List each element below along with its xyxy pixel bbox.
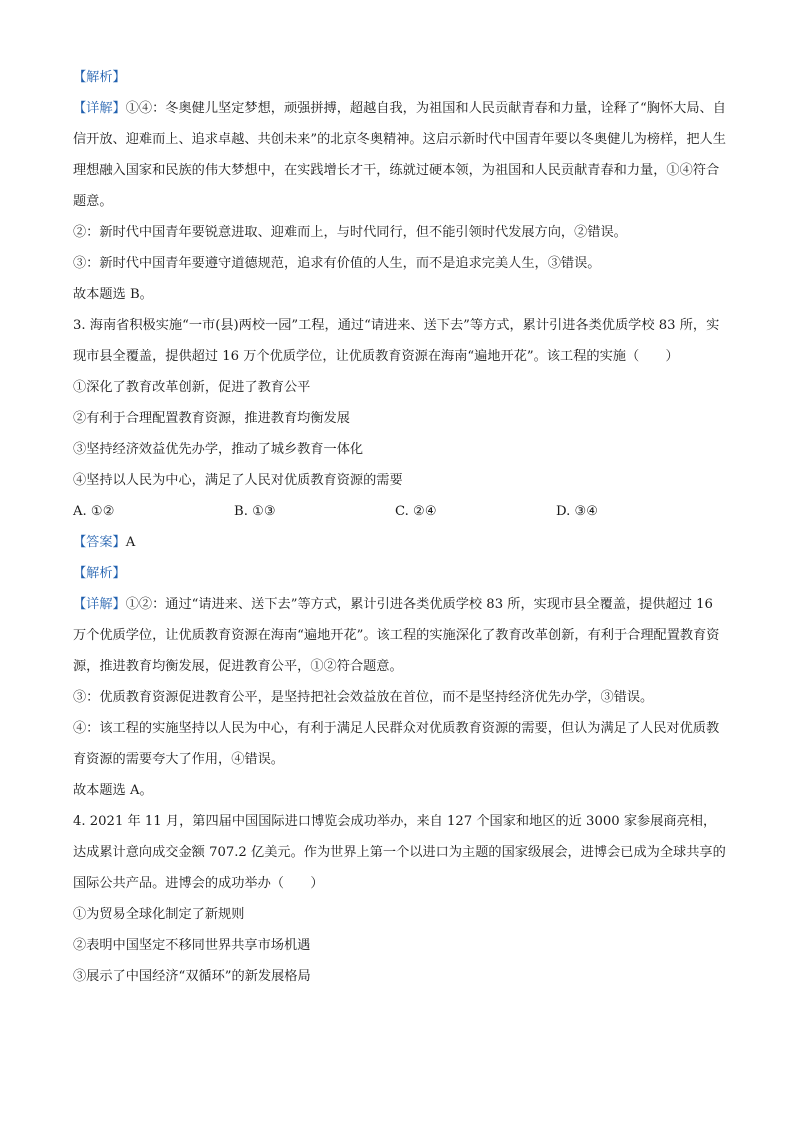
q3-option-d: D. ③④ — [556, 504, 599, 519]
q3-options — [73, 496, 729, 527]
q4-item-3: ③展示了中国经济“双循环”的新发展格局 — [73, 969, 311, 984]
analysis-tag: 【解析】 — [73, 566, 126, 581]
q3-item-4: ④坚持以人民为中心，满足了人民对优质教育资源的需要 — [73, 473, 403, 488]
q3-detail-line-2: ③：优质教育资源促进教育公平，是坚持把社会效益放在首位，而不是坚持经济优先办学，③错误。 — [73, 690, 654, 705]
q3-option-a: A. ①② — [73, 504, 115, 519]
q3-detail-paragraph — [73, 589, 729, 682]
q3-answer-line — [73, 527, 729, 558]
q3-option-b: B. ①③ — [234, 504, 276, 519]
q2-conclusion: 故本题选 B。 — [73, 287, 153, 302]
q2-detail-line-2: ②：新时代中国青年要锐意进取、迎难而上，与时代同行，但不能引领时代发展方向，②错误。 — [73, 225, 627, 240]
q3-option-c: C. ②④ — [395, 504, 437, 519]
answer-tag: 【答案】 — [73, 535, 126, 550]
detail-tag: 【详解】 — [73, 597, 126, 612]
document-content — [73, 62, 729, 992]
q2-detail-text-1: ①④：冬奥健儿坚定梦想，顽强拼搏，超越自我，为祖国和人民贡献青春和力量，诠释了“胸怀大局、自信开放、迎难而上、追求卓越、共创未来”的北京冬奥精神。这启示新时代中国青年要以冬奥健儿为榜样，把人生理想融入国家和民族的伟大梦想中，在实践增长才干，练就过硬本领，为祖国和人民贡献青春和力量，①④符合题意。 — [73, 101, 726, 209]
detail-tag: 【详解】 — [73, 101, 126, 116]
q2-analysis-tag-line — [73, 62, 729, 93]
analysis-tag: 【解析】 — [73, 70, 126, 85]
q4-item-2: ②表明中国坚定不移同世界共享市场机遇 — [73, 938, 311, 953]
q3-detail-text-1: ①②：通过“请进来、送下去”等方式，累计引进各类优质学校 83 所，实现市县全覆盖，提供超过 16 万个优质学位，让优质教育资源在海南“遍地开花”。该工程的实施深化了教育改革创新，有利于合理配置教育资源，推进教育均衡发展，促进教育公平，①②符合题意。 — [73, 597, 720, 674]
q3-item-3: ③坚持经济效益优先办学，推动了城乡教育一体化 — [73, 442, 364, 457]
q3-detail-line-3: ④：该工程的实施坚持以人民为中心，有利于满足人民群众对优质教育资源的需要，但认为满足了人民对优质教育资源的需要夸大了作用，④错误。 — [73, 721, 720, 767]
q3-item-1: ①深化了教育改革创新，促进了教育公平 — [73, 380, 311, 395]
q4-item-1: ①为贸易全球化制定了新规则 — [73, 907, 245, 922]
q3-conclusion: 故本题选 A。 — [73, 783, 153, 798]
q3-item-2: ②有利于合理配置教育资源，推进教育均衡发展 — [73, 411, 350, 426]
q4-stem: 4. 2021 年 11 月，第四届中国国际进口博览会成功举办，来自 127 个国家和地区的近 3000 家参展商亮相，达成累计意向成交金额 707.2 亿美元。作为世界上第一个以进口为主题的国家级展会，进博会已成为全球共享的国际公共产品。进博会的成功举办（ ） — [73, 814, 726, 891]
q3-stem: 3. 海南省积极实施“一市(县)两校一园”工程，通过“请进来、送下去”等方式，累计引进各类优质学校 83 所，实现市县全覆盖，提供超过 16 万个优质学位，让优质教育资源在海南“遍地开花”。该工程的实施（ ） — [73, 318, 720, 364]
q2-detail-line-3: ③：新时代中国青年要遵守道德规范，追求有价值的人生，而不是追求完美人生，③错误。 — [73, 256, 601, 271]
q3-analysis-tag-line — [73, 558, 729, 589]
q3-answer: A — [125, 535, 136, 550]
q2-detail-paragraph — [73, 93, 729, 217]
